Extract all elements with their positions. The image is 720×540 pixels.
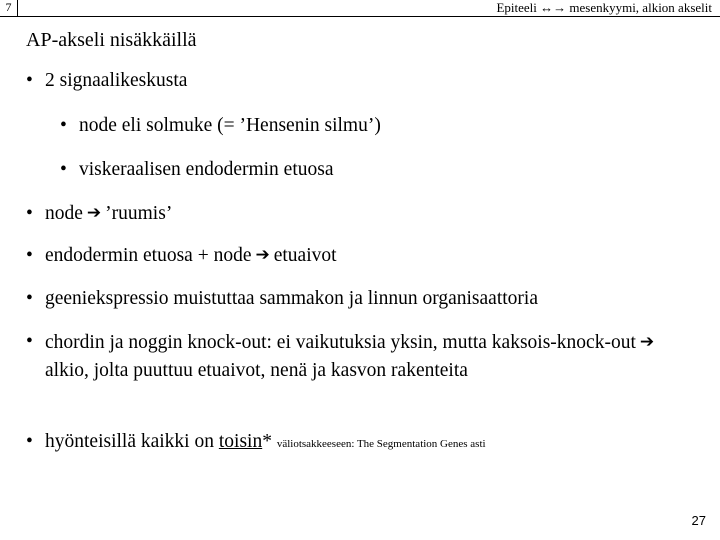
bullet-dot: • — [26, 245, 33, 266]
bullet-text-left: endodermin etuosa + node — [45, 245, 252, 266]
bullet-text-row — [45, 328, 685, 385]
bold-arrow-icon: ➔ — [86, 203, 102, 223]
bullet-text-right: ’ruumis’ — [105, 203, 173, 224]
bullet-text-main: hyönteisillä kaikki on — [45, 431, 214, 452]
bullet-text-left: chordin ja noggin knock-out: ei vaikutuksia yksin, mutta kaksois-knock-out — [45, 332, 636, 353]
header-rule — [18, 16, 720, 17]
bold-arrow-icon: ➔ — [639, 332, 655, 352]
bullet-dot: • — [26, 203, 33, 224]
page-number: 27 — [691, 513, 706, 528]
bullet-text-row — [45, 242, 337, 269]
bullet-text-row — [45, 200, 172, 227]
bullet-text-star: * — [262, 431, 272, 452]
double-arrow-icon: ↔ — [540, 0, 554, 15]
bullet-text-row — [45, 428, 486, 458]
slide-index: 7 — [5, 0, 12, 14]
bullet-text-right: etuaivot — [273, 245, 337, 266]
header-title-right: mesenkyymi, alkion akselit — [569, 0, 712, 15]
bullet-text: geeniekspressio muistuttaa sammakon ja linnun organisaattoria — [45, 288, 538, 309]
bullet-dot: • — [26, 70, 33, 91]
bullet-text-left: node — [45, 203, 83, 224]
right-arrow-icon: → — [553, 0, 567, 15]
bullet-dot: • — [26, 288, 33, 309]
footnote-note: väliotsakkeeseen: The Segmentation Genes asti — [276, 438, 486, 450]
bullet-dot: • — [60, 115, 67, 136]
bullet-text: node eli solmuke (= ’Hensenin silmu’) — [79, 115, 381, 136]
bullet-text-right: alkio, jolta puuttuu etuaivot, nenä ja kasvon rakenteita — [45, 360, 468, 381]
slide-index-box — [0, 0, 18, 17]
header-title-left: Epiteeli — [496, 0, 537, 15]
bullet-text: viskeraalisen endodermin etuosa — [79, 159, 334, 180]
header-title — [496, 0, 712, 16]
bullet-dot: • — [26, 431, 33, 452]
slide-title: AP-akseli nisäkkäillä — [26, 29, 197, 51]
bullet-dot: • — [60, 159, 67, 180]
bullet-text: 2 signaalikeskusta — [45, 70, 188, 91]
bullet-text-underlined: toisin — [218, 431, 263, 452]
bold-arrow-icon: ➔ — [255, 245, 270, 265]
bullet-dot: • — [26, 331, 33, 352]
